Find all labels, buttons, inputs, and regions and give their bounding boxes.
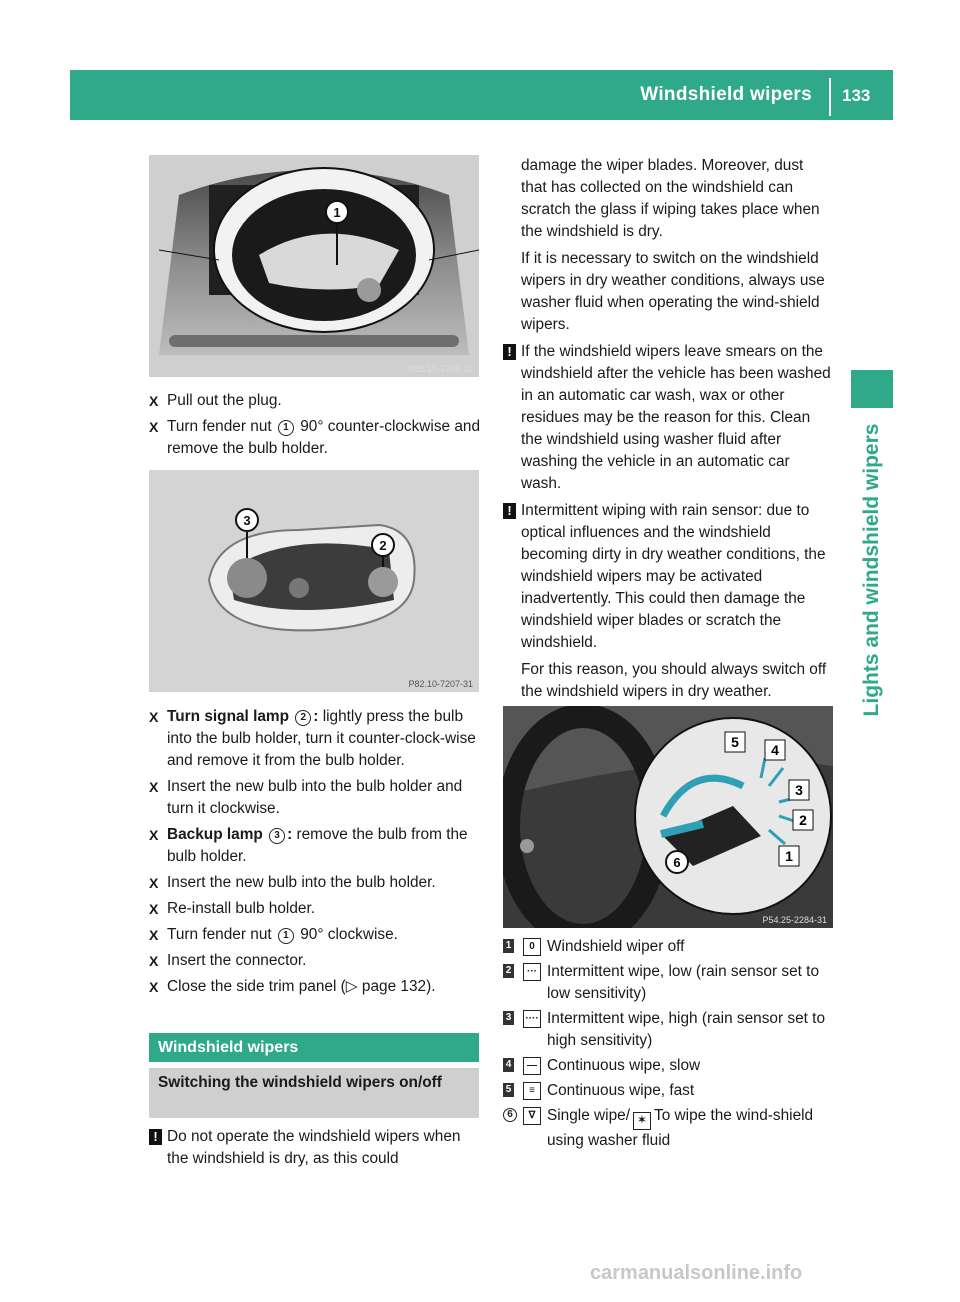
step-item [149,390,484,412]
legend-text: Continuous wipe, fast [547,1082,695,1099]
intermittent-high-icon: ···· [523,1010,541,1028]
legend-number: 1 [503,939,514,953]
legend-number: 4 [503,1058,514,1072]
intermittent-low-icon: ··· [523,963,541,981]
paragraph: damage the wiper blades. Moreover, dust that has collected on the windshield can scratch the glass if wiping takes place when the windshield is dry. [521,157,820,240]
fig2-callout-2: 2 [379,538,387,553]
step-text: remove the bulb from the bulb holder. [167,826,468,865]
warning-text: If the windshield wipers leave smears on the windshield after the vehicle has been washed in an automatic car wash, wax or other residues may be the reason for this. Clean the windshield using washer fluid after washing the vehicle in an automatic car wash. [521,343,831,492]
step-item [149,416,484,460]
legend-text: To wipe the wind-shield using washer fluid [547,1107,814,1149]
legend-item [503,1105,838,1152]
fig3-callout-5: 5 [731,734,739,750]
side-tab-marker [851,370,893,408]
figure-wiper-switch-image [503,706,833,928]
legend-number: 2 [503,964,514,978]
callout-number: 1 [278,420,294,436]
step-text: Pull out the plug. [167,392,282,409]
wiper-off-icon: 0 [523,938,541,956]
legend-text: Intermittent wipe, low (rain sensor set to low sensitivity) [547,963,820,1002]
callout-number: 3 [269,828,285,844]
step-item [149,898,484,920]
warning-1 [149,1126,479,1170]
step-text: lightly press the bulb into the bulb holder, turn it counter-clock-wise and remove it from the bulb holder. [167,708,476,769]
step-item [149,776,484,820]
side-tab-label: Lights and windshield wipers [860,423,883,717]
legend-item [503,1080,838,1102]
page-reference-link[interactable]: Close the side trim panel (▷ page 132). [167,978,436,995]
steps-part1 [149,390,484,464]
warning-icon: ! [503,503,516,519]
step-item [149,950,484,972]
legend-text: Single wipe/ [547,1107,630,1124]
warning-icon: ! [503,344,516,360]
right-column-text [503,155,833,703]
legend-number: 6 [503,1108,517,1122]
fig3-callout-6: 6 [673,855,681,870]
step-text: Insert the connector. [167,952,307,969]
legend-text: Continuous wipe, slow [547,1057,701,1074]
fig3-callout-2: 2 [799,812,807,828]
step-bold-label: Turn signal lamp [167,708,289,725]
steps-part2 [149,706,484,1002]
step-item [149,924,484,946]
step-text: 90° clockwise. [300,926,398,943]
step-item [149,872,484,894]
warning-text: Do not operate the windshield wipers when the windshield is dry, as this could [167,1128,461,1167]
fig2-callout-3: 3 [243,513,251,528]
washer-fluid-icon: ✶ [633,1112,651,1130]
figure-code: P82.10-7206-31 [408,364,473,374]
legend-item [503,936,838,958]
legend-item [503,961,838,1005]
page-title: Windshield wipers [640,84,812,105]
legend-number: 5 [503,1083,514,1097]
figure-bulb-holder-image [149,470,479,692]
fig3-callout-1: 1 [785,848,793,864]
step-text: Turn fender nut [167,418,272,435]
switch-legend [503,936,838,1155]
subsection-heading: Switching the windshield wipers on/off [149,1068,479,1118]
figure-code: P82.10-7207-31 [408,679,473,689]
continuous-slow-icon: — [523,1057,541,1075]
paragraph: For this reason, you should always switch off the windshield wipers in dry weather. [521,661,827,700]
paragraph: If it is necessary to switch on the windshield wipers in dry weather conditions, always use washer fluid when operating the wind-shield wipers. [521,250,825,333]
step-item: X Turn signal lamp 2 : lightly press the bulb into the bulb holder, turn it counter-clock-wise and remove it from the bulb holder. [149,706,484,772]
section-heading: Windshield wipers [149,1033,479,1062]
warning-icon: ! [149,1129,162,1145]
fig3-callout-3: 3 [795,782,803,798]
fig1-callout: 1 [333,205,341,220]
step-text: Insert the new bulb into the bulb holder. [167,874,436,891]
watermark-text: carmanualsonline.info [590,1262,803,1284]
warning-text: Intermittent wiping with rain sensor: due to optical influences and the windshield becoming dirty in dry weather conditions, the windshield wipers may be activated inadvertently. This could then damage the windshield wiper blades or scratch the windshield. [521,502,826,651]
single-wipe-icon: ∇ [523,1107,541,1125]
legend-item [503,1008,838,1052]
page-number: 133 [842,86,871,105]
step-item: X Backup lamp 3 : remove the bulb from the bulb holder. [149,824,484,868]
step-bold-label: Backup lamp [167,826,263,843]
callout-number: 1 [278,928,294,944]
continuous-fast-icon: ≡ [523,1082,541,1100]
step-text: 90° counter-clockwise and remove the bulb holder. [167,418,481,457]
step-text: Re-install bulb holder. [167,900,316,917]
step-item [149,976,484,998]
step-text: Insert the new bulb into the bulb holder and turn it clockwise. [167,778,463,817]
figure-trunk-image [149,155,479,377]
fig3-callout-4: 4 [771,742,779,758]
header-divider [829,78,831,116]
step-text: Turn fender nut [167,926,272,943]
legend-item [503,1055,838,1077]
figure-code: P54.25-2284-31 [762,915,827,925]
legend-text: Intermittent wipe, high (rain sensor set to high sensitivity) [547,1010,826,1049]
callout-number: 2 [295,710,311,726]
legend-number: 3 [503,1011,514,1025]
legend-text: Windshield wiper off [547,938,685,955]
